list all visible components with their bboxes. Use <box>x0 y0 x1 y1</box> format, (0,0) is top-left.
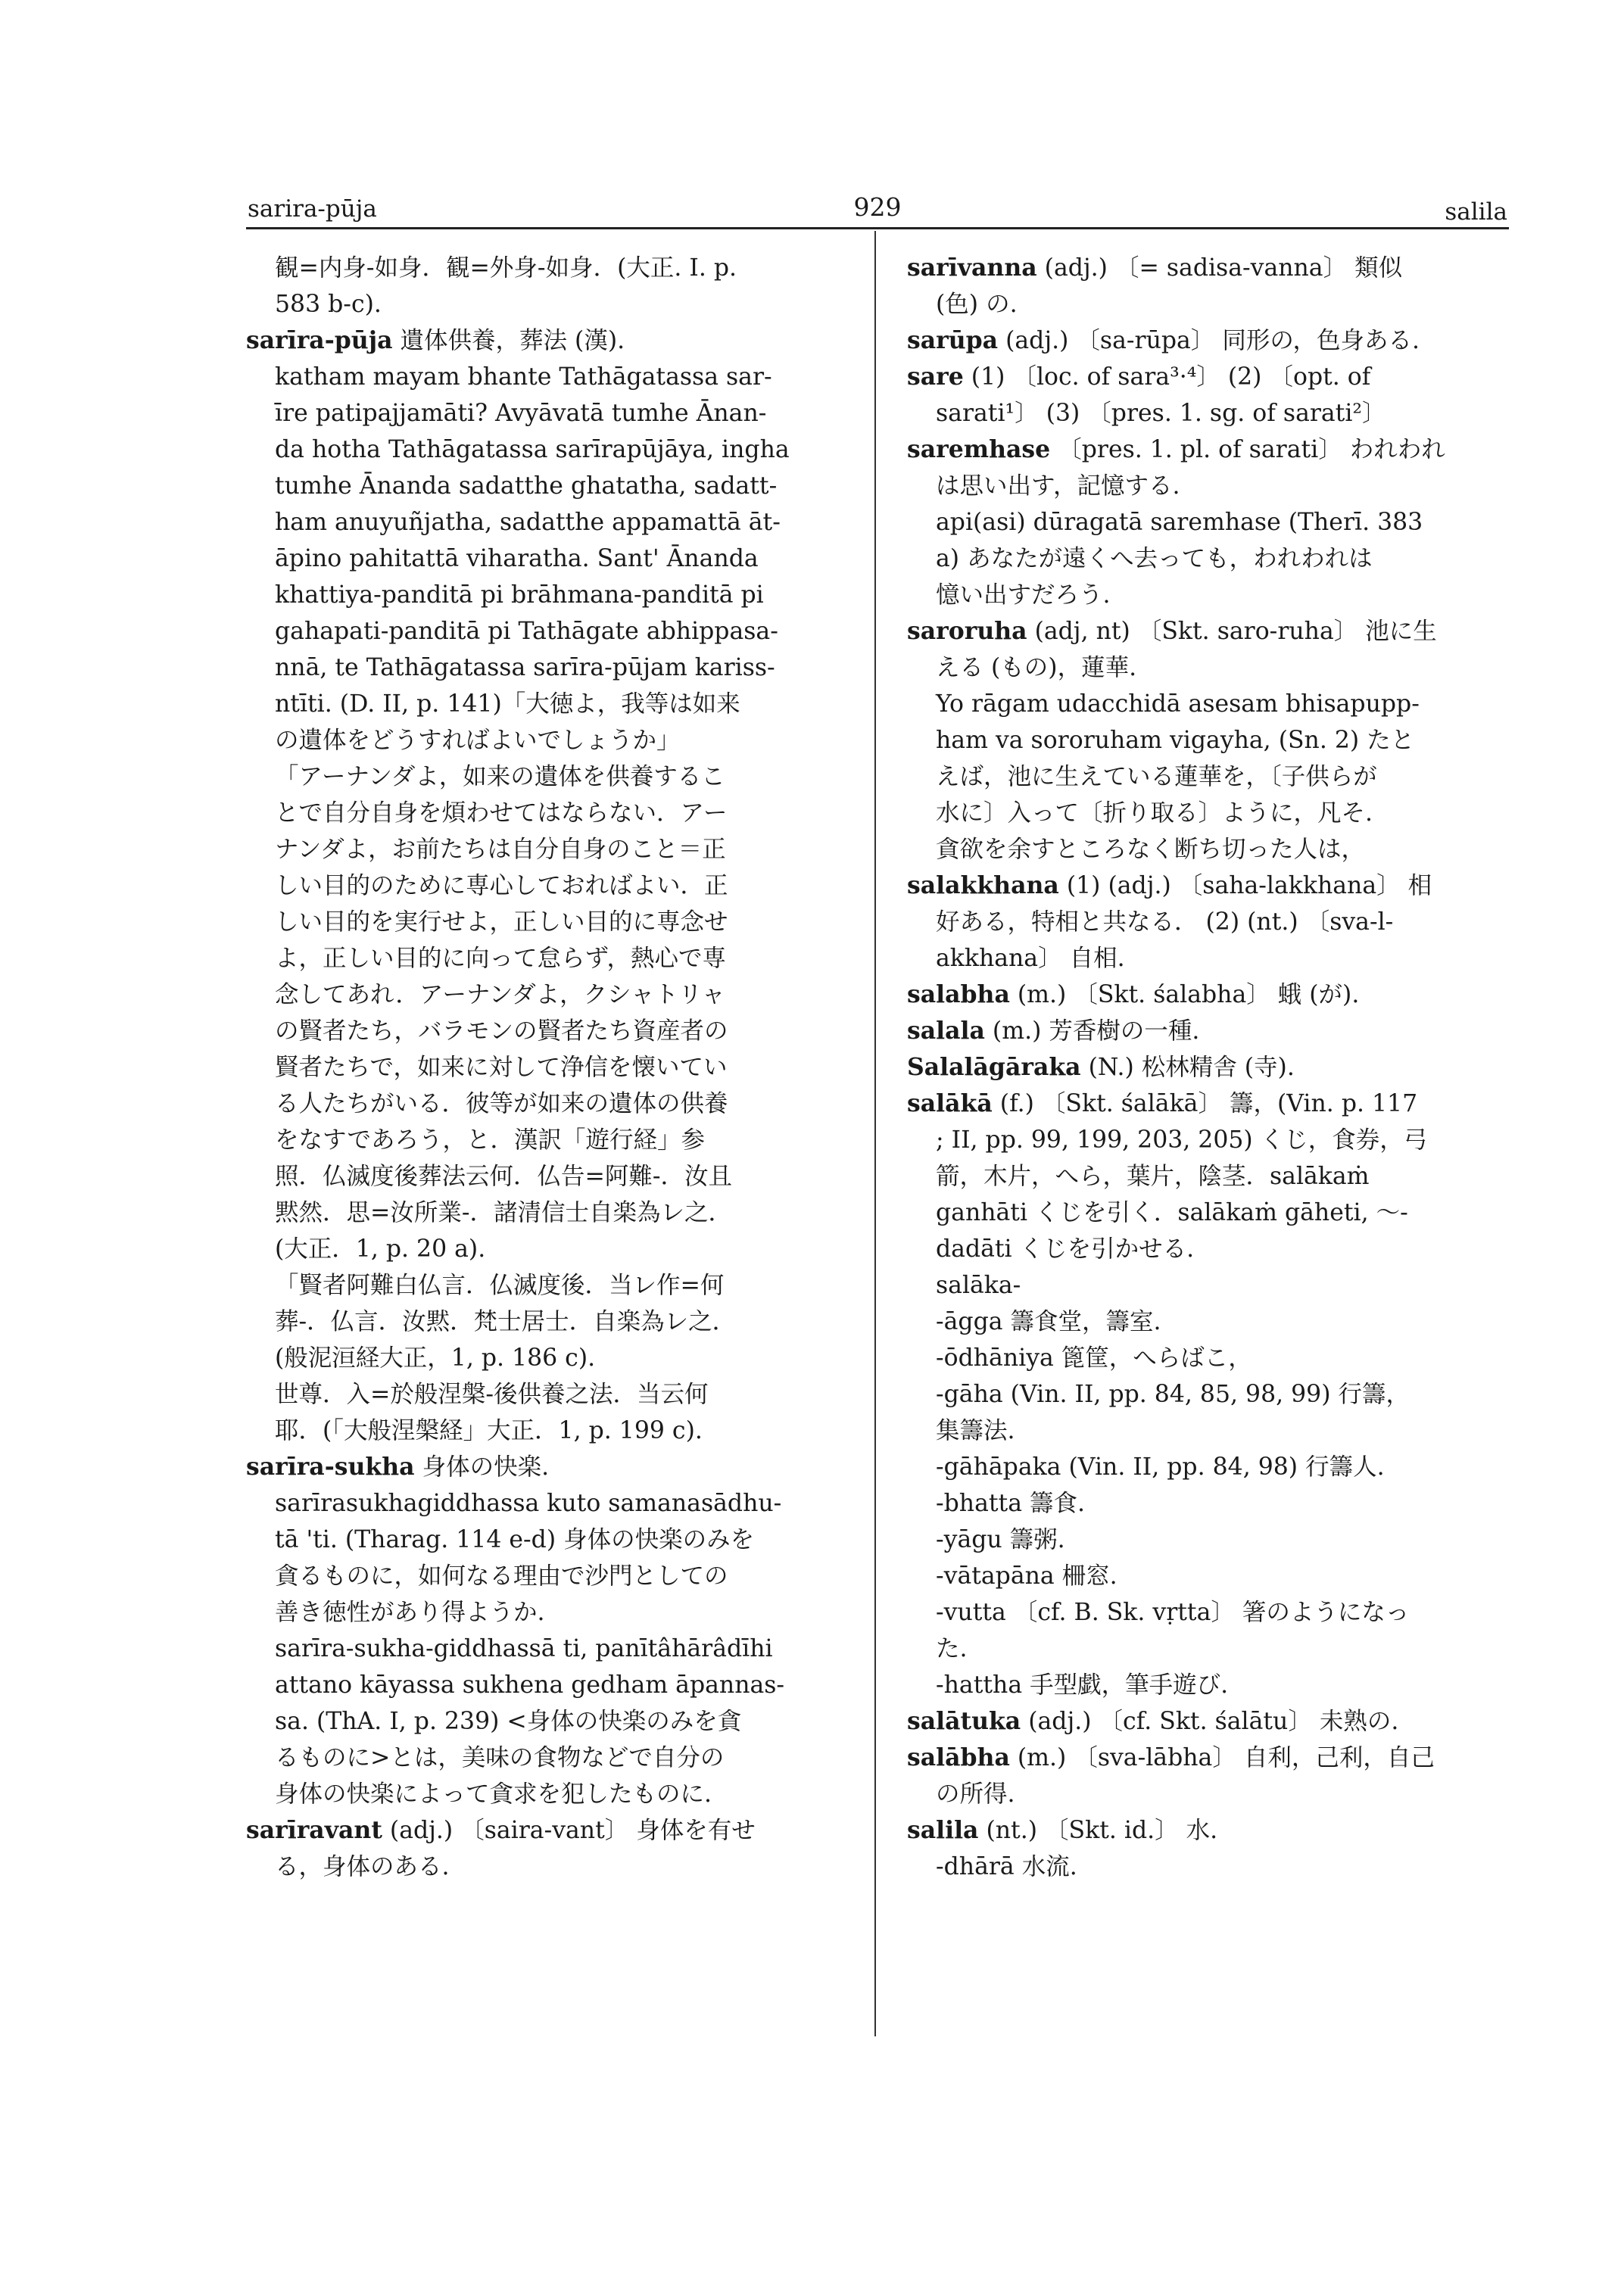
entry-text: (色) の. <box>936 291 1018 318</box>
entry-body-line <box>246 1122 844 1158</box>
entry-body-line <box>907 904 1510 940</box>
entry-text: (nt.) 〔Skt. id.〕 水. <box>978 1817 1218 1844</box>
column-divider <box>874 231 876 2036</box>
entry-text: 水に〕入って〔折り取る〕ように，凡そ. <box>936 799 1373 827</box>
entry-text: しい目的を実行せよ，正しい目的に専念せ <box>275 908 728 936</box>
entry-body-line <box>246 431 844 468</box>
entry-text: -vātapāna 柵窓. <box>936 1562 1117 1590</box>
entry-body-line <box>907 759 1510 795</box>
entry-headword-line <box>907 1086 1510 1122</box>
entry-headword-line <box>907 868 1510 904</box>
entry-text: sarīra-sukha-giddhassā ti, panītâhārâdīhi <box>275 1635 773 1662</box>
entry-body-line <box>246 504 844 541</box>
entry-headword-line <box>907 1740 1510 1776</box>
entry-text: -hattha 手型戯，筆手遊び. <box>936 1671 1229 1699</box>
entry-body-line <box>246 1703 844 1740</box>
entry-headword-line <box>907 359 1510 395</box>
entry-body-line <box>907 577 1510 613</box>
running-header <box>246 189 1509 229</box>
entry-body-line <box>907 1195 1510 1231</box>
entry-text: 観=内身-如身．観=外身-如身．(大正. I. p. <box>275 254 737 282</box>
entry-text: 遺体供養，葬法 (漢). <box>392 327 625 354</box>
entry-text: sa. (ThA. I, p. 239) <身体の快楽のみを貪 <box>275 1708 742 1735</box>
entry-text: gahapati-panditā pi Tathāgate abhippasa- <box>275 618 778 645</box>
entry-body-line <box>246 650 844 686</box>
entry-text: るものに>とは，美味の食物などで自分の <box>275 1744 725 1771</box>
headword: salākā <box>907 1089 993 1117</box>
entry-body-line <box>907 1849 1510 1885</box>
entry-text: (m.) 芳香樹の一種. <box>984 1017 1200 1045</box>
entry-body-line <box>246 1740 844 1776</box>
entry-text: (般泥洹経大正，1, p. 186 c). <box>275 1344 596 1372</box>
entry-text: 身体の快楽によって貪求を犯したものに. <box>275 1781 712 1808</box>
entry-text: (1) (adj.) 〔saha-lakkhana〕 相 <box>1058 872 1432 899</box>
entry-text: -ōdhāniya 篦筐，へらばこ， <box>936 1344 1252 1372</box>
entry-text: api(asi) dūragatā saremhase (Therī. 383 <box>936 509 1423 536</box>
entry-body-line <box>246 468 844 504</box>
entry-text: ham anuyuñjatha, sadatthe appamattā āt- <box>275 509 781 536</box>
entry-body-line <box>907 1631 1510 1667</box>
headword: saremhase <box>907 435 1051 463</box>
entry-body-line <box>246 1195 844 1231</box>
header-left-guideword: sarira-pūja <box>248 195 377 223</box>
entry-text: sarati¹〕 (3) 〔pres. 1. sg. of sarati²〕 <box>936 400 1386 427</box>
entry-text: (adj, nt) 〔Skt. saro-ruha〕 池に生 <box>1027 618 1437 645</box>
entry-text: をなすであろう，と．漢訳「遊行経」参 <box>275 1126 705 1154</box>
entry-body-line <box>907 1776 1510 1812</box>
entry-text: 憶い出すだろう. <box>936 581 1111 609</box>
entry-body-line <box>246 904 844 940</box>
entry-body-line <box>246 395 844 431</box>
entry-body-line <box>246 1013 844 1049</box>
entry-text: (adj.) 〔cf. Skt. śalātu〕 未熟の. <box>1021 1708 1399 1735</box>
entry-text: 葬-．仏言．汝黙．梵士居士．自楽為レ之． <box>275 1308 737 1335</box>
entry-headword-line <box>907 431 1510 468</box>
entry-headword-line <box>907 1812 1510 1849</box>
entry-text: る人たちがいる．彼等が如来の遺体の供養 <box>275 1090 728 1117</box>
headword: sarīravant <box>246 1816 382 1844</box>
entry-text: -vutta 〔cf. B. Sk. vṛtta〕 箸のようになっ <box>936 1599 1410 1626</box>
entry-body-line <box>907 541 1510 577</box>
entry-body-line <box>907 1485 1510 1522</box>
entry-body-line <box>907 1376 1510 1413</box>
entry-text: 善き徳性があり得ようか. <box>275 1599 545 1626</box>
entry-body-line <box>246 577 844 613</box>
entry-text: 耶．(「大般涅槃経」大正．1, p. 199 c). <box>275 1417 703 1444</box>
entry-body-line <box>246 722 844 759</box>
headword: salābha <box>907 1743 1010 1771</box>
headword: sarīra-sukha <box>246 1453 415 1481</box>
entry-headword-line <box>907 1013 1510 1049</box>
entry-body-line <box>907 1558 1510 1594</box>
entry-text: は思い出す，記憶する. <box>936 472 1180 500</box>
entry-body-line <box>246 1376 844 1413</box>
entry-body-line <box>907 722 1510 759</box>
entry-text: a) あなたが遠くへ去っても，われわれは <box>936 545 1373 572</box>
entry-text: ham va sororuham vigayha, (Sn. 2) たと <box>936 727 1415 754</box>
entry-text: 好ある，特相と共なる． (2) (nt.) 〔sva-l- <box>936 908 1394 936</box>
entry-body-line <box>907 686 1510 722</box>
entry-text: 箭，木片，へら，葉片，陰茎．salākaṁ <box>936 1163 1370 1190</box>
entry-text: (m.) 〔sva-lābha〕 自利，己利，自己 <box>1009 1744 1435 1771</box>
headword: sare <box>907 363 964 391</box>
entry-body-line <box>907 795 1510 831</box>
entry-headword-line <box>907 1049 1510 1086</box>
entry-text: nnā, te Tathāgatassa sarīra-pūjam kariss- <box>275 654 775 681</box>
entry-body-line <box>907 504 1510 541</box>
entry-text: ; II, pp. 99, 199, 203, 205) くじ，食券，弓 <box>936 1126 1428 1154</box>
left-column <box>246 250 844 1885</box>
entry-body-line <box>246 1413 844 1449</box>
entry-text: da hotha Tathāgatassa sarīrapūjāya, ingha <box>275 436 790 463</box>
entry-text: salāka- <box>936 1272 1021 1299</box>
entry-body-line <box>907 1413 1510 1449</box>
entry-text: 照．仏滅度後葬法云何．仏告=阿難-．汝且 <box>275 1163 733 1190</box>
entry-text: katham mayam bhante Tathāgatassa sar- <box>275 363 772 391</box>
entry-text: (m.) 〔Skt. śalabha〕 蛾 (が). <box>1009 981 1360 1008</box>
entry-headword-line <box>907 613 1510 650</box>
entry-text: khattiya-panditā pi brāhmana-panditā pi <box>275 581 764 609</box>
entry-text: 身体の快楽. <box>414 1453 550 1481</box>
headword: salila <box>907 1816 979 1844</box>
entry-text: akkhana〕 自相. <box>936 945 1125 972</box>
entry-headword-line <box>246 322 844 359</box>
entry-headword-line <box>246 1812 844 1849</box>
entry-body-line <box>907 395 1510 431</box>
entry-text: āpino pahitattā viharatha. Sant' Ānanda <box>275 545 759 572</box>
entry-text: -bhatta 籌食. <box>936 1490 1085 1517</box>
entry-body-line <box>246 1522 844 1558</box>
entry-text: えば，池に生えている蓮華を，〔子供らが <box>936 763 1377 790</box>
entry-text: tumhe Ānanda sadatthe ghatatha, sadatt- <box>275 472 778 500</box>
entry-text: の遺体をどうすればよいでしょうか」 <box>275 727 681 754</box>
headword: Salalāgāraka <box>907 1053 1081 1081</box>
entry-body-line <box>907 286 1510 322</box>
entry-text: 賢者たちで，如来に対して浄信を懐いてい <box>275 1054 728 1081</box>
entry-text: (N.) 松林精舎 (寺). <box>1080 1054 1295 1081</box>
entry-text: Yo rāgam udacchidā asesam bhisapupp- <box>936 690 1420 718</box>
entry-body-line <box>907 1231 1510 1267</box>
entry-body-line <box>246 1267 844 1304</box>
entry-text: 貪るものに，如何なる理由で沙門としての <box>275 1562 728 1590</box>
entry-text: -gāha (Vin. II, pp. 84, 85, 98, 99) 行籌， <box>936 1381 1410 1408</box>
entry-body-line <box>246 1776 844 1812</box>
entry-body-line <box>246 759 844 795</box>
entry-text: -yāgu 籌粥. <box>936 1526 1065 1553</box>
headword: salātuka <box>907 1707 1021 1735</box>
entry-body-line <box>246 1340 844 1376</box>
entry-text: 「アーナンダよ，如来の遺体を供養するこ <box>275 763 725 790</box>
entry-body-line <box>246 1594 844 1631</box>
entry-text: (adj.) 〔= sadisa-vanna〕 類似 <box>1036 254 1403 282</box>
headword: salakkhana <box>907 871 1059 899</box>
entry-body-line <box>907 1449 1510 1485</box>
entry-body-line <box>246 1086 844 1122</box>
entry-headword-line <box>907 322 1510 359</box>
page-number: 929 <box>853 192 902 222</box>
entry-body-line <box>907 1304 1510 1340</box>
entry-text: (1) 〔loc. of sara³·⁴〕 (2) 〔opt. of <box>963 363 1371 391</box>
entry-headword-line <box>907 977 1510 1013</box>
entry-text: ntīti. (D. II, p. 141)「大徳よ，我等は如来 <box>275 690 740 718</box>
entry-text: の所得. <box>936 1781 1015 1808</box>
headword: salabha <box>907 980 1010 1008</box>
entry-body-line <box>907 468 1510 504</box>
headword: sarūpa <box>907 326 999 354</box>
entry-body-line <box>907 831 1510 868</box>
entry-text: よ，正しい目的に向って怠らず，熱心で専 <box>275 945 726 972</box>
entry-text: (adj.) 〔sa-rūpa〕 同形の，色身ある. <box>998 327 1420 354</box>
entry-body-line <box>246 795 844 831</box>
entry-headword-line <box>907 1703 1510 1740</box>
entry-text: 世尊．入=於般涅槃-後供養之法．当云何 <box>275 1381 709 1408</box>
entry-text: ナンダよ，お前たちは自分自身のこと＝正 <box>275 836 726 863</box>
entry-text: tā 'ti. (Tharag. 114 e-d) 身体の快楽のみを <box>275 1526 755 1553</box>
entry-text: īre patipajjamāti? Avyāvatā tumhe Ānan- <box>275 400 767 427</box>
entry-text: の賢者たち，バラモンの賢者たち資産者の <box>275 1017 728 1045</box>
entry-text: 「賢者阿難白仏言．仏滅度後．当レ作=何 <box>275 1272 725 1299</box>
entry-text: dadāti くじを引かせる. <box>936 1235 1195 1263</box>
entry-text: 貪欲を余すところなく断ち切った人は， <box>936 836 1366 863</box>
headword: sarīra-pūja <box>246 326 393 354</box>
entry-headword-line <box>907 250 1510 286</box>
entry-body-line <box>246 541 844 577</box>
entry-body-line <box>246 1304 844 1340</box>
entry-body-line <box>246 613 844 650</box>
entry-body-line <box>246 1631 844 1667</box>
header-right-guideword: salila <box>1445 198 1507 226</box>
entry-body-line <box>246 868 844 904</box>
entry-text: -dhārā 水流. <box>936 1853 1077 1880</box>
entry-text: (adj.) 〔saira-vant〕 身体を有せ <box>382 1817 756 1844</box>
entry-body-line <box>907 1122 1510 1158</box>
entry-text: える (もの)，蓮華. <box>936 654 1137 681</box>
entry-body-line <box>246 1049 844 1086</box>
entry-body-line <box>907 1594 1510 1631</box>
entry-body-line <box>246 1849 844 1885</box>
entry-headword-line <box>246 1449 844 1485</box>
entry-text: ganhāti くじを引く．salākaṁ gāheti, ～- <box>936 1199 1408 1226</box>
entry-body-line <box>246 286 844 322</box>
entry-text: -āgga 籌食堂，籌室. <box>936 1308 1161 1335</box>
entry-text: (f.) 〔Skt. śalākā〕 籌，(Vin. p. 117 <box>992 1090 1418 1117</box>
entry-body-line <box>907 650 1510 686</box>
entry-text: しい目的のために専心しておればよい．正 <box>275 872 728 899</box>
entry-body-line <box>246 940 844 977</box>
headword: saroruha <box>907 617 1027 645</box>
entry-text: (大正．1, p. 20 a). <box>275 1235 486 1263</box>
entry-text: る，身体のある. <box>275 1853 450 1880</box>
entry-text: sarīrasukhagiddhassa kuto samanasādhu- <box>275 1490 782 1517</box>
entry-body-line <box>907 1667 1510 1703</box>
entry-text: 〔pres. 1. pl. of sarati〕 われわれ <box>1050 436 1445 463</box>
entry-body-line <box>246 686 844 722</box>
entry-body-line <box>907 1158 1510 1195</box>
entry-body-line <box>907 1267 1510 1304</box>
entry-text: 念してあれ．アーナンダよ，クシャトリャ <box>275 981 726 1008</box>
entry-body-line <box>907 1340 1510 1376</box>
entry-text: 黙然．思=汝所業-．諸清信士自楽為レ之． <box>275 1199 733 1226</box>
entry-text: とで自分自身を煩わせてはならない．アー <box>275 799 728 827</box>
entry-text: 集籌法. <box>936 1417 1015 1444</box>
headword: sarīvanna <box>907 254 1037 282</box>
right-column <box>907 250 1510 1885</box>
entry-body-line <box>907 1522 1510 1558</box>
entry-body-line <box>246 1485 844 1522</box>
entry-body-line <box>246 359 844 395</box>
headword: salala <box>907 1017 985 1045</box>
entry-body-line <box>246 1667 844 1703</box>
entry-body-line <box>246 1558 844 1594</box>
entry-text: attano kāyassa sukhena gedham āpannas- <box>275 1671 785 1699</box>
entry-body-line <box>246 250 844 286</box>
entry-body-line <box>246 977 844 1013</box>
entry-body-line <box>246 1158 844 1195</box>
entry-body-line <box>907 940 1510 977</box>
entry-text: た. <box>936 1635 968 1662</box>
entry-body-line <box>246 1231 844 1267</box>
entry-body-line <box>246 831 844 868</box>
entry-text: 583 b-c). <box>275 291 382 318</box>
entry-text: -gāhāpaka (Vin. II, pp. 84, 98) 行籌人. <box>936 1453 1385 1481</box>
